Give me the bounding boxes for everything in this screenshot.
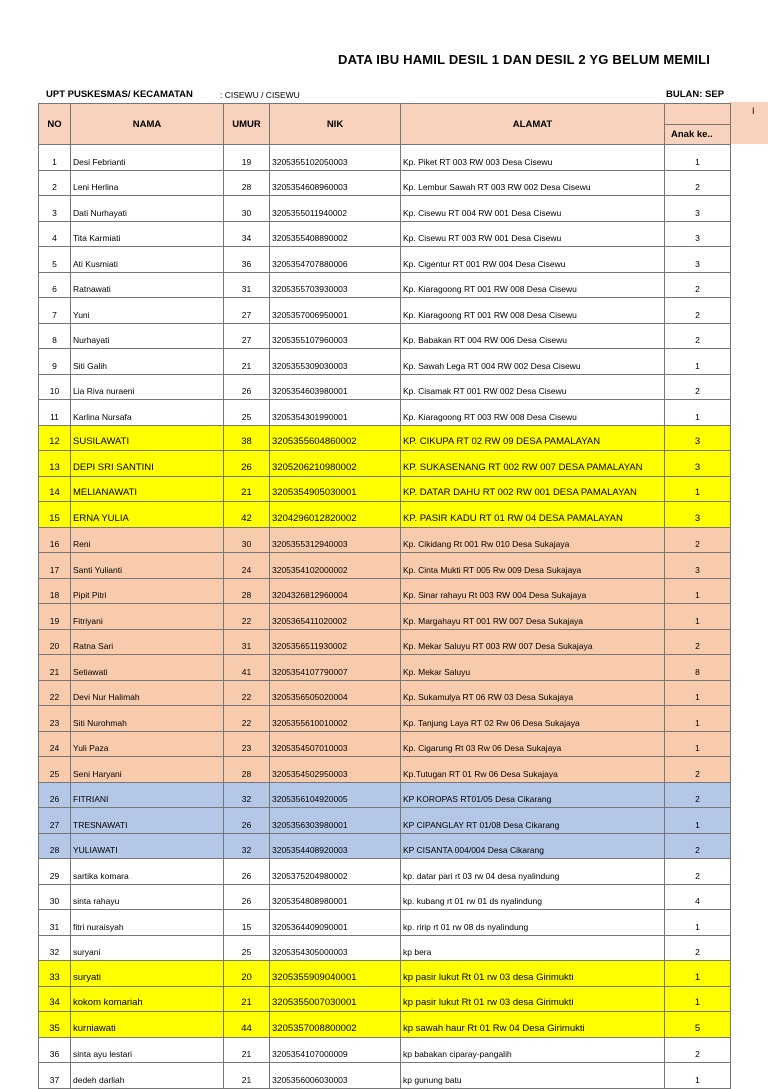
row-no: 29: [39, 859, 71, 885]
row-anak-ke: 2: [665, 859, 731, 885]
row-nama: Siti Nurohmah: [71, 706, 224, 732]
row-alamat: KP. PASIR KADU RT 01 RW 04 DESA PAMALAYAN: [401, 502, 665, 528]
table-row: [39, 706, 731, 732]
row-nik: 3205356505020004: [270, 680, 401, 706]
row-nama: Leni Herlina: [71, 170, 224, 196]
row-nik: 3205354603980001: [270, 374, 401, 400]
row-umur: 41: [224, 655, 270, 681]
table-row: [39, 731, 731, 757]
row-alamat: kp babakan ciparay-pangalih: [401, 1037, 665, 1063]
row-anak-ke: 5: [665, 1012, 731, 1038]
row-umur: 21: [224, 1037, 270, 1063]
row-anak-ke: 1: [665, 578, 731, 604]
row-anak-ke: 2: [665, 1037, 731, 1063]
header-anak: Anak ke..: [665, 124, 731, 145]
row-umur: 25: [224, 400, 270, 426]
row-anak-ke: 3: [665, 451, 731, 477]
row-umur: 38: [224, 425, 270, 451]
row-anak-ke: 3: [665, 553, 731, 579]
row-nama: Reni: [71, 527, 224, 553]
row-nik: 3205356303980001: [270, 808, 401, 834]
row-anak-ke: 2: [665, 757, 731, 783]
row-alamat: Kp. Mekar Saluyu RT 003 RW 007 Desa Sukajaya: [401, 629, 665, 655]
row-nama: Tita Karmiati: [71, 221, 224, 247]
row-anak-ke: 1: [665, 986, 731, 1012]
row-nama: fitri nuraisyah: [71, 910, 224, 936]
row-nik: 3205355408890002: [270, 221, 401, 247]
row-nik: 3205356511930002: [270, 629, 401, 655]
row-alamat: Kp. Sinar rahayu Rt 003 RW 004 Desa Sukajaya: [401, 578, 665, 604]
table-row: [39, 349, 731, 375]
table-row: [39, 553, 731, 579]
row-nik: 3205354301990001: [270, 400, 401, 426]
row-alamat: KP CIPANGLAY RT 01/08 Desa Cikarang: [401, 808, 665, 834]
row-nama: DEPI SRI SANTINI: [71, 451, 224, 477]
row-umur: 27: [224, 323, 270, 349]
row-nik: 3205354905030001: [270, 476, 401, 502]
row-nik: 3205355309030003: [270, 349, 401, 375]
row-nik: 3205354808980001: [270, 884, 401, 910]
header-alamat: ALAMAT: [401, 104, 665, 145]
row-nik: 3205355703930003: [270, 272, 401, 298]
row-umur: 32: [224, 782, 270, 808]
header-anak-top: [665, 104, 731, 125]
row-anak-ke: 1: [665, 706, 731, 732]
row-alamat: Kp. Cikidang Rt 001 Rw 010 Desa Sukajaya: [401, 527, 665, 553]
row-no: 5: [39, 247, 71, 273]
row-alamat: Kp. Cigarung Rt 03 Rw 06 Desa Sukajaya: [401, 731, 665, 757]
table-row: [39, 323, 731, 349]
row-anak-ke: 4: [665, 884, 731, 910]
row-nik: 3205355102050003: [270, 145, 401, 171]
row-alamat: Kp. Kiaragoong RT 001 RW 008 Desa Cisewu: [401, 298, 665, 324]
row-anak-ke: 2: [665, 272, 731, 298]
row-nik: 3205355011940002: [270, 196, 401, 222]
table-row: [39, 272, 731, 298]
header-umur: UMUR: [224, 104, 270, 145]
row-nama: Ati Kusmiati: [71, 247, 224, 273]
row-alamat: Kp. Babakan RT 004 RW 006 Desa Cisewu: [401, 323, 665, 349]
row-alamat: kp sawah haur Rt 01 Rw 04 Desa Girimukti: [401, 1012, 665, 1038]
row-nama: suryani: [71, 935, 224, 961]
row-nik: 3205354107790007: [270, 655, 401, 681]
row-no: 30: [39, 884, 71, 910]
row-alamat: Kp. Cisewu RT 004 RW 001 Desa Cisewu: [401, 196, 665, 222]
row-nik: 3205206210980002: [270, 451, 401, 477]
row-umur: 19: [224, 145, 270, 171]
table-row: [39, 145, 731, 171]
row-umur: 28: [224, 757, 270, 783]
row-anak-ke: 2: [665, 629, 731, 655]
row-nama: Setiawati: [71, 655, 224, 681]
row-umur: 25: [224, 935, 270, 961]
row-no: 26: [39, 782, 71, 808]
row-anak-ke: 1: [665, 808, 731, 834]
row-umur: 26: [224, 374, 270, 400]
row-nama: TRESNAWATI: [71, 808, 224, 834]
row-alamat: Kp. Margahayu RT 001 RW 007 Desa Sukajaya: [401, 604, 665, 630]
row-umur: 30: [224, 196, 270, 222]
row-nama: Dati Nurhayati: [71, 196, 224, 222]
row-umur: 28: [224, 170, 270, 196]
row-umur: 32: [224, 833, 270, 859]
row-umur: 22: [224, 680, 270, 706]
row-no: 9: [39, 349, 71, 375]
kecamatan-value: : CISEWU / CISEWU: [220, 90, 300, 100]
row-nama: sinta rahayu: [71, 884, 224, 910]
row-umur: 21: [224, 476, 270, 502]
table-row: [39, 1012, 731, 1038]
row-no: 21: [39, 655, 71, 681]
row-umur: 44: [224, 1012, 270, 1038]
table-row: [39, 910, 731, 936]
row-nama: MELIANAWATI: [71, 476, 224, 502]
row-no: 37: [39, 1063, 71, 1089]
row-nik: 3205355604860002: [270, 425, 401, 451]
row-no: 25: [39, 757, 71, 783]
row-anak-ke: 2: [665, 323, 731, 349]
row-alamat: Kp. Mekar Saluyu: [401, 655, 665, 681]
row-no: 1: [39, 145, 71, 171]
row-anak-ke: 3: [665, 425, 731, 451]
side-header-mark: I: [752, 106, 755, 116]
row-nama: Ratna Sari: [71, 629, 224, 655]
row-anak-ke: 8: [665, 655, 731, 681]
row-alamat: Kp. Sawah Lega RT 004 RW 002 Desa Cisewu: [401, 349, 665, 375]
row-nama: Devi Nur Halimah: [71, 680, 224, 706]
table-row: [39, 808, 731, 834]
row-umur: 24: [224, 553, 270, 579]
table-row: [39, 604, 731, 630]
table-row: [39, 1063, 731, 1089]
header-nama: NAMA: [71, 104, 224, 145]
row-no: 32: [39, 935, 71, 961]
row-umur: 21: [224, 1063, 270, 1089]
row-alamat: KP. DATAR DAHU RT 002 RW 001 DESA PAMALAYAN: [401, 476, 665, 502]
row-nama: Nurhayati: [71, 323, 224, 349]
row-anak-ke: 2: [665, 527, 731, 553]
row-nama: YULIAWATI: [71, 833, 224, 859]
row-nik: 3204326812960004: [270, 578, 401, 604]
row-umur: 26: [224, 859, 270, 885]
row-umur: 22: [224, 604, 270, 630]
row-nik: 3205354707880006: [270, 247, 401, 273]
table-row: [39, 757, 731, 783]
table-row: [39, 629, 731, 655]
row-anak-ke: 1: [665, 476, 731, 502]
row-nik: 3205354305000003: [270, 935, 401, 961]
row-nama: kurniawati: [71, 1012, 224, 1038]
table-row: [39, 170, 731, 196]
table-row: [39, 247, 731, 273]
table-row: [39, 782, 731, 808]
row-alamat: Kp. Piket RT 003 RW 003 Desa Cisewu: [401, 145, 665, 171]
row-umur: 15: [224, 910, 270, 936]
row-nama: Yuli Paza: [71, 731, 224, 757]
row-umur: 34: [224, 221, 270, 247]
row-nama: Siti Galih: [71, 349, 224, 375]
upt-label: UPT PUSKESMAS/ KECAMATAN: [46, 89, 193, 100]
row-no: 11: [39, 400, 71, 426]
row-anak-ke: 3: [665, 221, 731, 247]
row-alamat: Kp. Cisamak RT 001 RW 002 Desa Cisewu: [401, 374, 665, 400]
table-row: [39, 578, 731, 604]
row-alamat: Kp. Kiaragoong RT 003 RW 008 Desa Cisewu: [401, 400, 665, 426]
row-umur: 30: [224, 527, 270, 553]
row-no: 18: [39, 578, 71, 604]
row-alamat: kp. ririp rt 01 rw 08 ds nyalindung: [401, 910, 665, 936]
row-nik: 3205355909040001: [270, 961, 401, 987]
row-alamat: kp. datar pari rt 03 rw 04 desa nyalindung: [401, 859, 665, 885]
row-nik: 3205365411020002: [270, 604, 401, 630]
row-no: 36: [39, 1037, 71, 1063]
table-row: [39, 884, 731, 910]
row-nama: kokom komariah: [71, 986, 224, 1012]
row-alamat: Kp. Cinta Mukti RT 005 Rw 009 Desa Sukajaya: [401, 553, 665, 579]
table-row: [39, 680, 731, 706]
table-row: [39, 859, 731, 885]
row-nik: 3205355312940003: [270, 527, 401, 553]
page-title: DATA IBU HAMIL DESIL 1 DAN DESIL 2 YG BELUM MEMILI: [338, 52, 711, 67]
row-nik: 3205355610010002: [270, 706, 401, 732]
row-no: 20: [39, 629, 71, 655]
row-anak-ke: 1: [665, 910, 731, 936]
row-anak-ke: 1: [665, 680, 731, 706]
row-anak-ke: 1: [665, 145, 731, 171]
row-anak-ke: 1: [665, 349, 731, 375]
row-no: 23: [39, 706, 71, 732]
row-alamat: kp bera: [401, 935, 665, 961]
row-umur: 27: [224, 298, 270, 324]
row-nama: sinta ayu lestari: [71, 1037, 224, 1063]
row-no: 31: [39, 910, 71, 936]
row-no: 28: [39, 833, 71, 859]
row-no: 10: [39, 374, 71, 400]
table-row: [39, 400, 731, 426]
row-no: 4: [39, 221, 71, 247]
row-no: 13: [39, 451, 71, 477]
table-row: [39, 986, 731, 1012]
row-anak-ke: 3: [665, 196, 731, 222]
row-alamat: Kp. Sukamulya RT 06 RW 03 Desa Sukajaya: [401, 680, 665, 706]
table-row: [39, 451, 731, 477]
row-nama: Karlina Nursafa: [71, 400, 224, 426]
row-anak-ke: 2: [665, 833, 731, 859]
table-row: [39, 425, 731, 451]
row-nama: sartika komara: [71, 859, 224, 885]
row-nik: 3205357008800002: [270, 1012, 401, 1038]
row-alamat: Kp.Tutugan RT 01 Rw 06 Desa Sukajaya: [401, 757, 665, 783]
row-nik: 3205364409090001: [270, 910, 401, 936]
row-alamat: KP CISANTA 004/004 Desa Cikarang: [401, 833, 665, 859]
side-header-cell: [730, 102, 768, 144]
row-umur: 31: [224, 272, 270, 298]
row-alamat: Kp. Cisewu RT 003 RW 001 Desa Cisewu: [401, 221, 665, 247]
row-no: 35: [39, 1012, 71, 1038]
row-nik: 3205354507010003: [270, 731, 401, 757]
row-nik: 3205354408920003: [270, 833, 401, 859]
row-umur: 26: [224, 884, 270, 910]
row-umur: 21: [224, 986, 270, 1012]
header-nik: NIK: [270, 104, 401, 145]
row-nama: Desi Febrianti: [71, 145, 224, 171]
data-table: [38, 103, 731, 1089]
row-nik: 3205354608960003: [270, 170, 401, 196]
row-nik: 3205354102000002: [270, 553, 401, 579]
row-umur: 28: [224, 578, 270, 604]
row-no: 2: [39, 170, 71, 196]
row-nik: 3204296012820002: [270, 502, 401, 528]
row-nik: 3205356006030003: [270, 1063, 401, 1089]
row-no: 12: [39, 425, 71, 451]
row-anak-ke: 3: [665, 502, 731, 528]
table-row: [39, 196, 731, 222]
row-no: 34: [39, 986, 71, 1012]
row-umur: 20: [224, 961, 270, 987]
row-nama: suryati: [71, 961, 224, 987]
table-row: [39, 961, 731, 987]
row-anak-ke: 2: [665, 782, 731, 808]
row-no: 33: [39, 961, 71, 987]
table-row: [39, 527, 731, 553]
row-umur: 23: [224, 731, 270, 757]
row-nik: 3205375204980002: [270, 859, 401, 885]
row-nama: dedeh darliah: [71, 1063, 224, 1089]
row-umur: 26: [224, 451, 270, 477]
table-row: [39, 655, 731, 681]
row-no: 27: [39, 808, 71, 834]
row-no: 19: [39, 604, 71, 630]
row-anak-ke: 2: [665, 170, 731, 196]
row-nama: Seni Haryani: [71, 757, 224, 783]
table-row: [39, 221, 731, 247]
row-nama: Fitriyani: [71, 604, 224, 630]
row-umur: 31: [224, 629, 270, 655]
row-anak-ke: 2: [665, 935, 731, 961]
row-umur: 42: [224, 502, 270, 528]
table-row: [39, 935, 731, 961]
row-nik: 3205355107960003: [270, 323, 401, 349]
row-no: 17: [39, 553, 71, 579]
row-nama: SUSILAWATI: [71, 425, 224, 451]
row-no: 8: [39, 323, 71, 349]
row-no: 16: [39, 527, 71, 553]
row-umur: 22: [224, 706, 270, 732]
row-alamat: KP. CIKUPA RT 02 RW 09 DESA PAMALAYAN: [401, 425, 665, 451]
row-no: 14: [39, 476, 71, 502]
row-no: 7: [39, 298, 71, 324]
table-row: [39, 502, 731, 528]
row-alamat: Kp. Tanjung Laya RT 02 Rw 06 Desa Sukajaya: [401, 706, 665, 732]
row-no: 15: [39, 502, 71, 528]
table-body: [39, 145, 731, 1089]
row-umur: 36: [224, 247, 270, 273]
row-nik: 3205357006950001: [270, 298, 401, 324]
row-nama: Yuni: [71, 298, 224, 324]
row-no: 6: [39, 272, 71, 298]
row-alamat: Kp. Lembur Sawah RT 003 RW 002 Desa Cisewu: [401, 170, 665, 196]
row-nik: 3205356104920005: [270, 782, 401, 808]
row-anak-ke: 2: [665, 374, 731, 400]
table-row: [39, 298, 731, 324]
row-alamat: KP KOROPAS RT01/05 Desa Cikarang: [401, 782, 665, 808]
row-no: 22: [39, 680, 71, 706]
row-alamat: kp gunung batu: [401, 1063, 665, 1089]
table-row: [39, 833, 731, 859]
row-nama: ERNA YULIA: [71, 502, 224, 528]
row-alamat: KP. SUKASENANG RT 002 RW 007 DESA PAMALAYAN: [401, 451, 665, 477]
row-no: 24: [39, 731, 71, 757]
row-alamat: kp. kubang rt 01 rw 01 ds nyalindung: [401, 884, 665, 910]
row-alamat: kp pasir lukut Rt 01 rw 03 desa Girimukti: [401, 986, 665, 1012]
row-nama: Lia Riva nuraeni: [71, 374, 224, 400]
row-anak-ke: 1: [665, 400, 731, 426]
bulan-label: BULAN: SEP: [666, 89, 725, 100]
row-nik: 3205355007030001: [270, 986, 401, 1012]
row-nama: Ratnawati: [71, 272, 224, 298]
row-alamat: Kp. Kiaragoong RT 001 RW 008 Desa Cisewu: [401, 272, 665, 298]
row-no: 3: [39, 196, 71, 222]
row-umur: 26: [224, 808, 270, 834]
row-anak-ke: 1: [665, 961, 731, 987]
row-anak-ke: 1: [665, 731, 731, 757]
row-umur: 21: [224, 349, 270, 375]
row-nik: 3205354502950003: [270, 757, 401, 783]
row-alamat: Kp. Cigentur RT 001 RW 004 Desa Cisewu: [401, 247, 665, 273]
row-alamat: kp pasir lukut Rt 01 rw 03 desa Girimukti: [401, 961, 665, 987]
row-nama: FITRIANI: [71, 782, 224, 808]
row-anak-ke: 2: [665, 298, 731, 324]
row-anak-ke: 1: [665, 1063, 731, 1089]
row-anak-ke: 1: [665, 604, 731, 630]
table-row: [39, 476, 731, 502]
header-no: NO: [39, 104, 71, 145]
table-row: [39, 374, 731, 400]
table-row: [39, 1037, 731, 1063]
row-anak-ke: 3: [665, 247, 731, 273]
row-nama: Santi Yulianti: [71, 553, 224, 579]
row-nama: Pipit Pitri: [71, 578, 224, 604]
row-nik: 3205354107000009: [270, 1037, 401, 1063]
